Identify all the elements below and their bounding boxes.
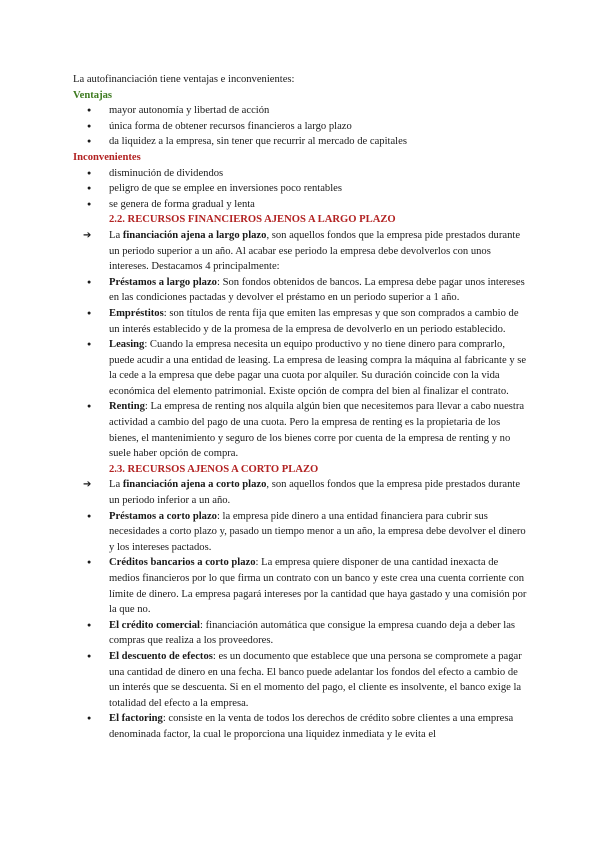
list-item	[73, 337, 529, 399]
item-text: : Cuando la empresa necesita un equipo productivo y no tiene dinero para comprarlo, puede acudir a una entidad de leasing. La empresa de leasing compra la máquina al fabricante y se la cede a la empresa que debe pagar una cuota por alquiler. Su duración coincide con la vida económica del elemento patrimonial. Existe opción de compra del bien al finalizar el contrato.	[109, 339, 527, 397]
inconvenientes-list	[73, 166, 529, 213]
intro-text: La autofinanciación tiene ventajas e inconvenientes:	[73, 74, 295, 85]
item-term: El factoring	[109, 713, 163, 725]
list-item	[73, 399, 529, 461]
item-term: El descuento de efectos	[109, 650, 213, 662]
item-term: Créditos bancarios a corto plazo	[109, 557, 256, 569]
item-text: : es un documento que establece que una persona se compromete a pagar una cantidad de dinero en una fecha. El banco puede adelantar los fondos del efecto a cambio de un interés que se descuenta. Si en el momento del pago, el cliente es insolvente, el banco exige la totalidad del efecto a la empresa.	[109, 650, 522, 709]
item-term: Préstamos a largo plazo	[109, 276, 217, 288]
list-item: ● disminución de dividendos	[73, 166, 529, 182]
item-term: Préstamos a corto plazo	[109, 510, 217, 522]
document-body	[73, 72, 529, 743]
item-term: El crédito comercial	[109, 619, 200, 631]
list-item: ● se genera de forma gradual y lenta	[73, 197, 529, 213]
arrow-pre: La	[109, 479, 123, 491]
list-item	[73, 555, 529, 617]
item-text: : financiación automática que consigue la empresa cuando deja a deber las compras que realiza a los proveedores.	[109, 619, 516, 647]
largo-plazo-list	[73, 228, 529, 462]
ventajas-list	[73, 103, 529, 150]
list-item: ● peligro de que se emplee en inversiones poco rentables	[73, 181, 529, 197]
section-title-corto-plazo: 2.3. RECURSOS AJENOS A CORTO PLAZO	[109, 463, 319, 475]
item-text: : la empresa pide dinero a una entidad financiera para cubrir sus necesidades a corto plazo y, pasado un tiempo menor a un año, la empresa debe devolver el dinero y los intereses pactados.	[109, 510, 526, 553]
item-text: : La empresa de renting nos alquila algún bien que necesitemos para llevar a cabo nuestra actividad a cambio del pago de una cuota. Pero la empresa de renting es la propietaria de los bienes, el mantenimiento y seguro de los bienes corre por cuenta de la empresa de renting y no suele haber opción de compra.	[109, 401, 525, 460]
inconvenientes-heading: Inconvenientes	[73, 151, 141, 163]
arrow-item-corto	[73, 477, 529, 508]
arrow-text: , son aquellos fondos que la empresa pide prestados durante un periodo inferior a un año.	[109, 479, 521, 507]
corto-plazo-list	[73, 477, 529, 742]
list-item	[73, 711, 529, 742]
item-text: : son títulos de renta fija que emiten las empresas y que son comprados a cambio de un interés establecido y de la promesa de la empresa de devolverlo en un periodo establecido.	[109, 307, 519, 335]
ventajas-heading: Ventajas	[73, 89, 113, 101]
item-text: : Son fondos obtenidos de bancos. La empresa debe pagar unos intereses en las condiciones pactadas y devolver el préstamo en un periodo superior a 1 año.	[109, 276, 525, 304]
list-item: ● única forma de obtener recursos financieros a largo plazo	[73, 119, 529, 135]
list-item: ● mayor autonomía y libertad de acción	[73, 103, 529, 119]
arrow-pre: La	[109, 229, 123, 241]
arrow-term: financiación ajena a largo plazo	[122, 229, 267, 241]
item-text: : consiste en la venta de todos los derechos de crédito sobre clientes a una empresa denominada factor, la cual le proporciona una liquidez inmediata y le evita el	[109, 713, 514, 740]
section-title-largo-plazo: 2.2. RECURSOS FINANCIEROS AJENOS A LARGO PLAZO	[109, 214, 396, 226]
item-term: Empréstitos	[109, 307, 164, 319]
item-term: Renting	[109, 401, 145, 413]
list-item	[73, 275, 529, 306]
arrow-item-largo	[73, 228, 529, 275]
item-term: Leasing	[109, 339, 145, 351]
list-item	[73, 306, 529, 337]
arrow-text: , son aquellos fondos que la empresa pide prestados durante un periodo superior a un año. Al acabar ese periodo la empresa debe devolverlos con unos intereses. Destacamos 4 principalmente:	[109, 229, 521, 273]
list-item	[73, 509, 529, 556]
list-item: ● da liquidez a la empresa, sin tener que recurrir al mercado de capitales	[73, 134, 529, 150]
list-item	[73, 618, 529, 649]
item-text: : La empresa quiere disponer de una cantidad inexacta de medios financieros por lo que firma un contrato con un banco y este crea una cuenta corriente con límite de dinero. La empresa pagará intereses por la cantidad que haya gastado y una comisión por la que no.	[109, 557, 527, 616]
list-item	[73, 649, 529, 711]
arrow-term: financiación ajena a corto plazo	[122, 479, 267, 491]
